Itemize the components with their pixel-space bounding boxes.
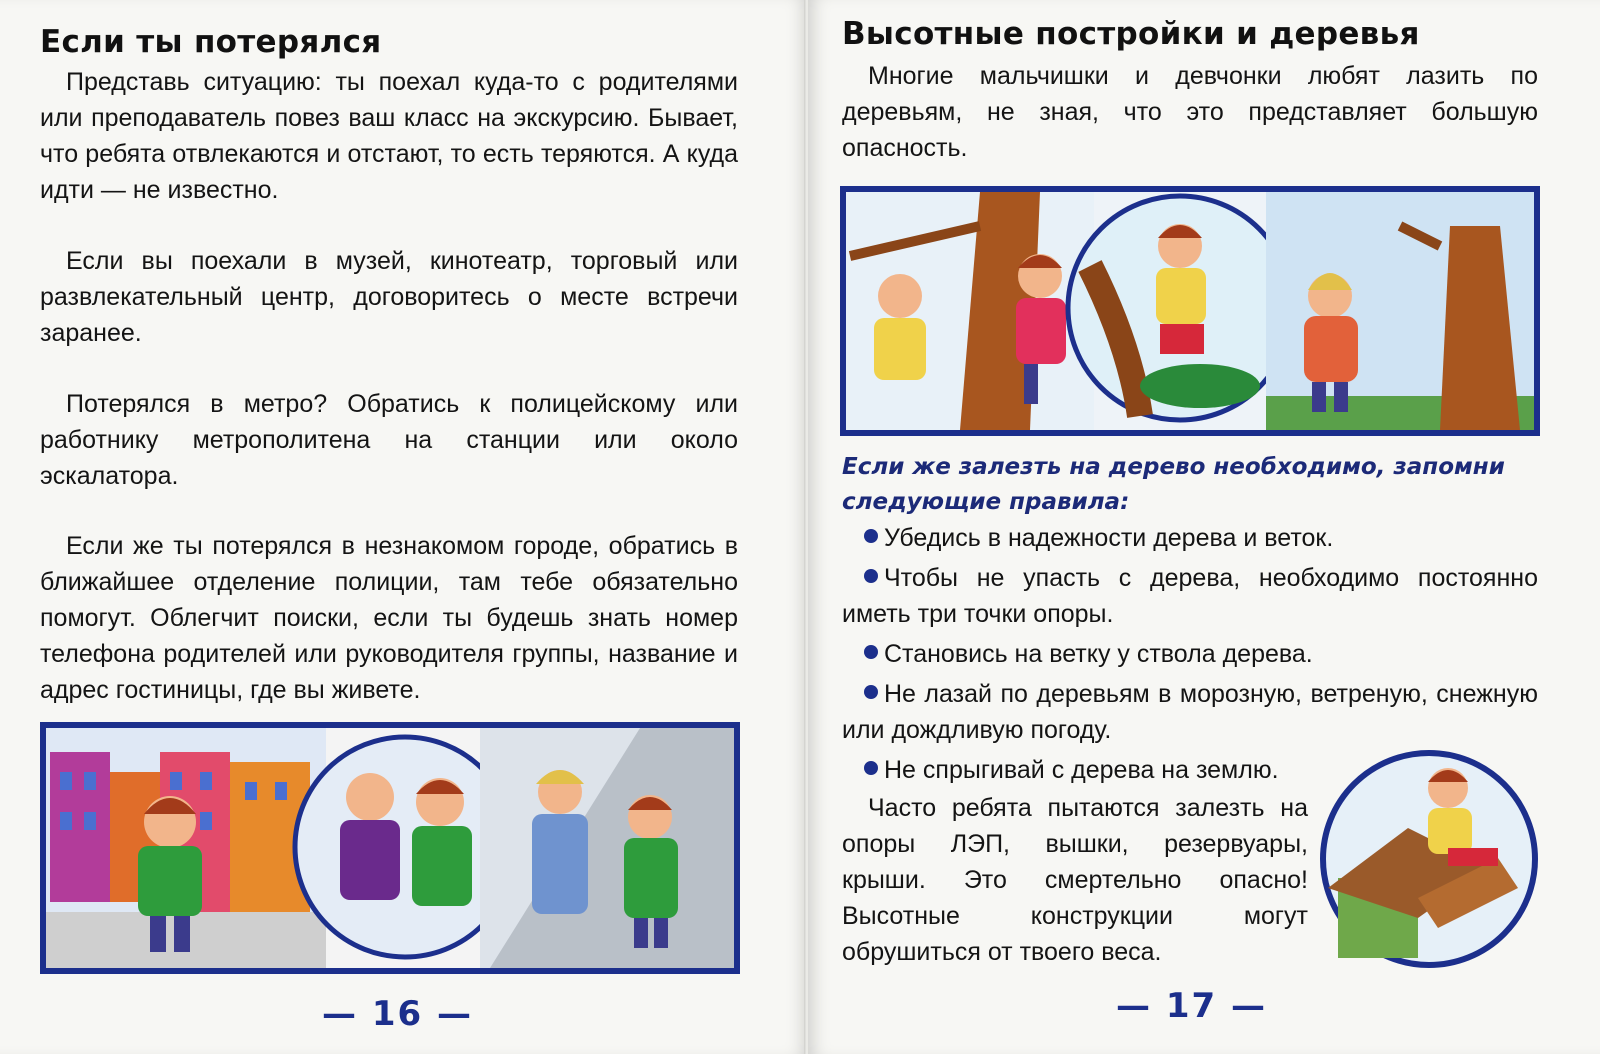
bullet-icon [864, 529, 878, 543]
bullet-icon [864, 569, 878, 583]
list-item: Становись на ветку у ствола дерева. [842, 636, 1538, 672]
bullet-icon [864, 685, 878, 699]
list-item: Не лазай по деревьям в морозную, ветреную, снежную или дождливую погоду. [842, 680, 1538, 744]
list-item: Убедись в надежности дерева и веток. [842, 520, 1538, 556]
page-heading: Если ты потерялся [40, 24, 382, 60]
list-item: Чтобы не упасть с дерева, необходимо постоянно иметь три точки опоры. [842, 564, 1538, 628]
roof-collapse-illustration [1318, 748, 1540, 970]
page-number: — 16 — [322, 994, 473, 1034]
page-number: — 17 — [1116, 986, 1267, 1026]
rules-title: Если же залезть на дерево необходимо, запомни следующие правила: [842, 454, 1505, 515]
bullet-icon [864, 645, 878, 659]
paragraph: Представь ситуацию: ты поехал куда-то с родителями или преподаватель повез ваш класс на экскурсию. Бывает, что ребята отвлекаются и отстают, то есть теряются. А куда идти — не известно. [40, 68, 738, 204]
intro-paragraph: Многие мальчишки и девчонки любят лазить по деревьям, не зная, что это представляет большую опасность. [842, 62, 1538, 162]
paragraph: Потерялся в метро? Обратись к полицейскому или работнику метрополитена на станции или около эскалатора. [40, 390, 738, 490]
lost-child-illustration [40, 722, 740, 974]
paragraph: Если вы поехали в музей, кинотеатр, торговый или развлекательный центр, договоритесь о месте встречи заранее. [40, 247, 738, 347]
page-heading: Высотные постройки и деревья [842, 16, 1420, 52]
bullet-icon [864, 761, 878, 775]
page-17 [808, 0, 1600, 1054]
paragraph: Если же ты потерялся в незнакомом городе, обратись в ближайшее отделение полиции, там тебе обязательно помогут. Облегчит поиски, если ты будешь знать номер телефона родителей или руководителя группы, название и адрес гостиницы, где вы живете. [40, 532, 738, 704]
tree-climbing-illustration [840, 186, 1540, 436]
list-item: Не спрыгивай с дерева на землю. [842, 752, 1538, 788]
closing-paragraph: Часто ребята пытаются залезть на опоры ЛЭП, вышки, резервуары, крыши. Это смертельно опасно! Высотные конструкции могут обрушиться от твоего веса. [842, 794, 1308, 966]
